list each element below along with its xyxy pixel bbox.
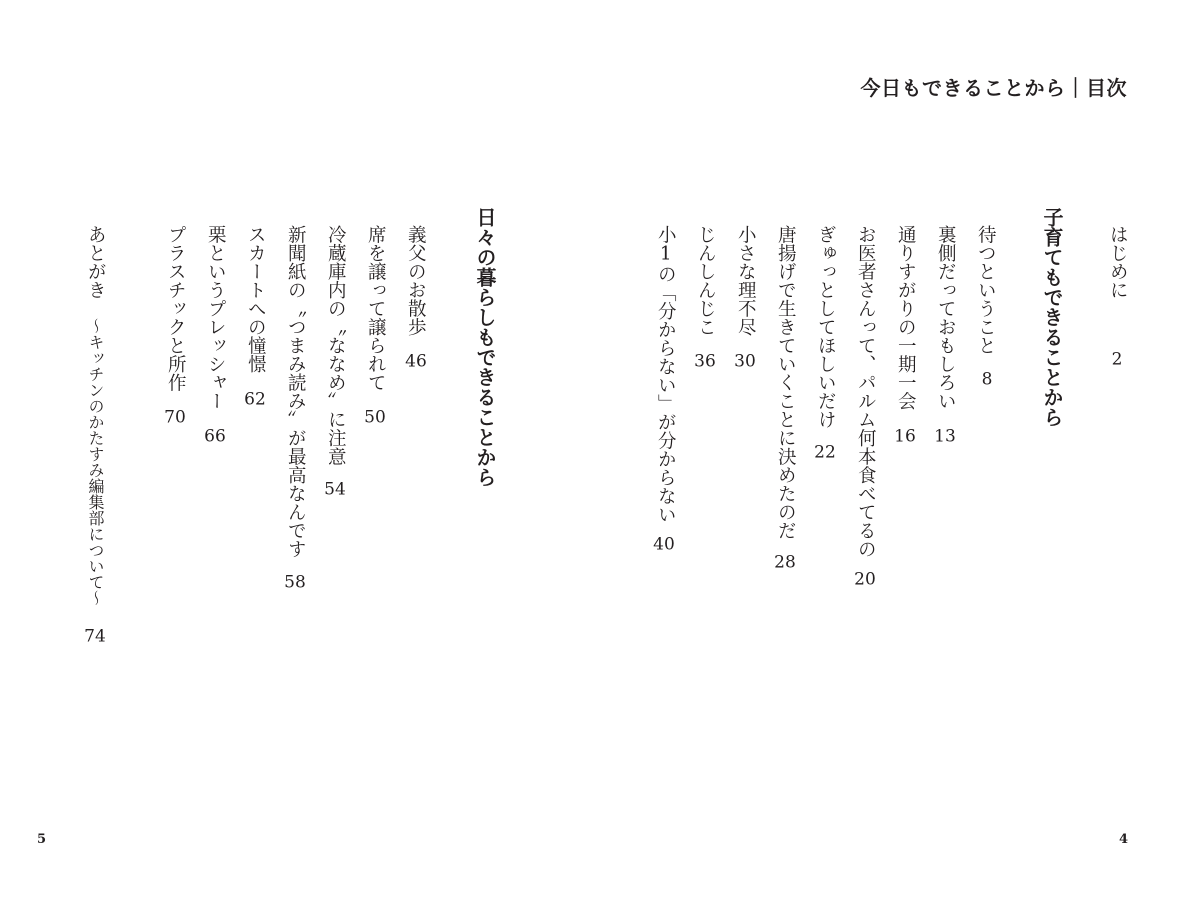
toc-entry-title: 冷蔵庫内の〝ななめ〟に注意 [325,225,347,466]
toc-entry-afterword: あとがき [85,225,107,299]
toc-entry-page: 70 [164,407,186,428]
toc-entry-page: 2 [1111,349,1123,370]
folio-left: 5 [37,832,47,847]
toc-entry-title: 通りすがりの一期一会 [895,225,917,410]
toc-entry-title: スカートへの憧憬 [245,225,267,373]
toc-entry-page: 13 [934,426,956,447]
toc-entry-page: 40 [653,534,675,555]
toc-entry-title: 唐揚げで生きていくことに決めたのだ [775,225,797,540]
toc-entry-page: 58 [284,572,306,593]
toc-entry-page: 16 [894,426,916,447]
toc-entry-title: 栗というプレッシャー [205,225,227,410]
section-heading: 子育てもできることから [1040,207,1064,427]
toc-entry-page: 8 [981,369,993,390]
toc-entry-page: 28 [774,552,796,573]
toc-entry-title: 小1の「分からない」が分からない [655,225,677,524]
toc-entry-title: ぎゅっとしてほしいだけ [815,225,837,429]
toc-entry-page: 20 [854,569,876,590]
toc-entry-title: 小さな理不尽 [735,225,757,336]
toc-entry-title: 義父のお散歩 [405,225,427,336]
toc-entry-title: 裏側だっておもしろい [935,225,957,410]
folio-right: 4 [1119,832,1129,847]
toc-entry-page: 30 [734,351,756,372]
toc-entry-title: 待つということ [975,225,997,355]
toc-entry-title: プラスチックと所作 [165,225,187,392]
toc-entry-page: 62 [244,389,266,410]
toc-entry-page: 50 [364,407,386,428]
toc-title: 今日もできることから｜目次 [860,76,1127,100]
toc-entry-page: 54 [324,479,346,500]
toc-entry-page: 74 [84,626,106,647]
toc-entry-page: 36 [694,351,716,372]
toc-entry-title: お医者さんって、パルム何本食べてるの [855,225,877,558]
toc-entry-title: 席を譲って譲られて [365,225,387,392]
toc-entry-title: 新聞紙の〝つまみ読み〟が最高なんです [285,225,307,558]
toc-entry-afterword-subtitle: 〜キッチンのかたすみ編集部について〜 [86,318,105,606]
toc-entry-page: 22 [814,442,836,463]
toc-entry-intro: はじめに [1107,225,1129,299]
toc-entry-title: じんしんじこ [695,225,717,336]
section-heading: 日々の暮らしもできることから [473,207,497,487]
toc-entry-page: 46 [405,351,427,372]
toc-entry-page: 66 [204,426,226,447]
